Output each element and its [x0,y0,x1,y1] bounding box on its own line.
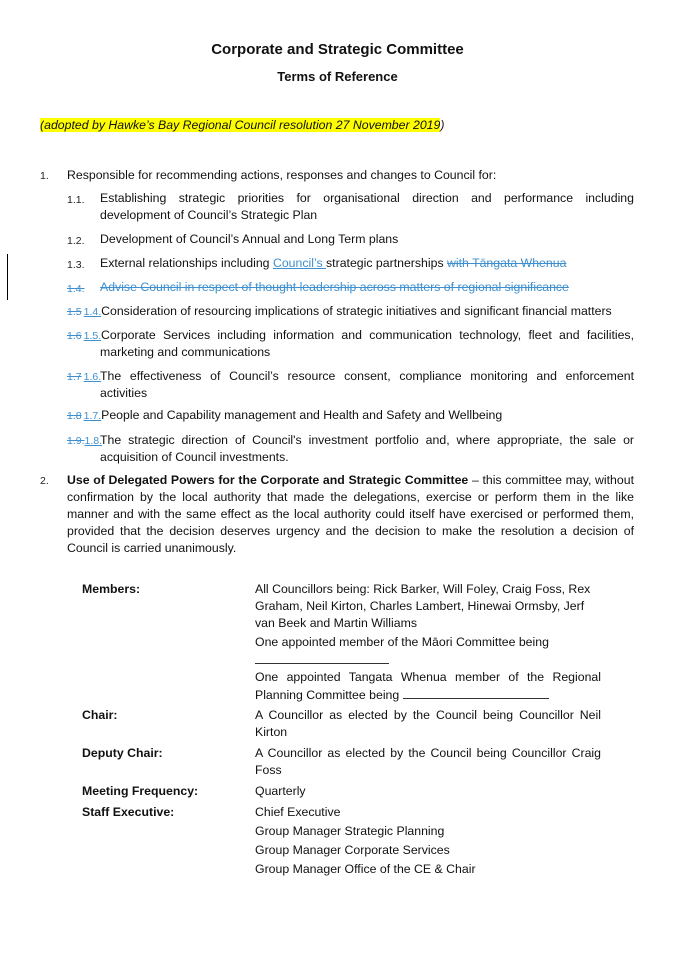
staff-executive-item: Group Manager Strategic Planning [255,824,445,838]
document-subtitle: Terms of Reference [277,69,398,84]
section-1-number: 1. [40,170,49,182]
item-1-4-deleted-number: 1.4. [67,283,85,295]
staff-executive-list [255,804,601,878]
item-1-7-row [67,407,635,425]
deputy-chair-text: A Councillor as elected by the Council being Councillor Craig Foss [255,746,601,777]
members-label: Members: [82,582,141,596]
item-1-7-new-number: 1.7. [83,410,102,422]
item-1-3-deleted-text: with Tāngata Whenua [447,256,567,270]
members-maori-blank-line [255,651,389,664]
item-1-4-old-number: 1.5 [67,306,82,318]
item-1-8-text: The strategic direction of Council's investment portfolio and, where appropriate, the sale or acquisition of Council investments. [100,433,634,464]
item-1-2-number: 1.2. [67,235,85,247]
item-1-3-text-a: External relationships including [100,256,273,270]
staff-executive-item: Chief Executive [255,805,341,819]
meeting-frequency-label: Meeting Frequency: [82,784,199,798]
section-2-text [67,472,634,557]
staff-executive-label: Staff Executive: [82,805,175,819]
section-2-number: 2. [40,475,49,487]
item-1-4-new-number: 1.4. [83,306,102,318]
item-1-4-text: Consideration of resourcing implications of strategic initiatives and significant financial matters [101,304,612,318]
item-1-1-number: 1.1. [67,194,85,206]
item-1-5-old-number: 1.6 [67,330,82,342]
item-1-5-new-number: 1.5. [83,330,102,342]
section-2-body: – this committee may, without confirmation by the local authority that made the delegations, exercise or perform them in the like manner and with the same effect as the local authority could itself have exercised or performed them, provided that the decision deserves urgency and the decision to make the resolution a decision of Council is carried unanimously. [67,473,634,555]
item-1-4-deleted-text: Advise Council in respect of thought leadership across matters of regional significance [100,280,569,294]
chair-label: Chair: [82,708,118,722]
members-maori-appointee [255,634,601,669]
section-2-bold-heading: Use of Delegated Powers for the Corporate and Strategic Committee [67,473,469,487]
adoption-text: adopted by Hawke’s Bay Regional Council resolution 27 November 2019 [44,118,441,132]
item-1-6-old-number: 1.7 [67,371,82,383]
item-1-5-text: Corporate Services including information and communication technology, fleet and facilities, marketing and communications [100,328,634,359]
members-tw-appointee [255,669,601,704]
members-tw-text: One appointed Tangata Whenua member of the Regional Planning Committee being [255,670,601,702]
item-1-7-text: People and Capability management and Health and Safety and Wellbeing [101,408,503,422]
members-tw-blank-line [403,686,549,699]
item-1-5-number [67,330,101,342]
members-maori-text: One appointed member of the Māori Committee being [255,635,549,649]
revision-change-bar [7,254,8,300]
item-1-2-text: Development of Council’s Annual and Long Term plans [100,232,399,246]
item-1-4-row [67,303,635,321]
item-1-3-text-b: strategic partnerships [326,256,448,270]
adoption-note [40,118,444,132]
item-1-3-text [100,255,634,272]
item-1-1-text: Establishing strategic priorities for organisational direction and performance including development of Council’s Strategic Plan [100,191,634,222]
chair-text: A Councillor as elected by the Council being Councillor Neil Kirton [255,708,601,739]
item-1-8-old-number: 1.9. [67,435,85,447]
item-1-3-number: 1.3. [67,259,85,271]
item-1-8-new-number: 1.8. [84,435,103,447]
item-1-6-number [67,371,101,383]
section-1-text: Responsible for recommending actions, responses and changes to Council for: [67,168,497,182]
item-1-8-number [67,435,102,447]
adoption-close-paren: ) [440,118,445,132]
item-1-7-old-number: 1.8 [67,410,82,422]
meeting-frequency-text: Quarterly [255,784,306,798]
item-1-6-new-number: 1.6. [83,371,102,383]
members-text: All Councillors being: Rick Barker, Will Foley, Craig Foss, Rex Graham, Neil Kirton, Charles Lambert, Hinewai Ormsby, Jerf van Beek and Martin Williams [255,582,591,630]
deputy-chair-label: Deputy Chair: [82,746,163,760]
item-1-3-inserted-text: Council’s [272,256,327,270]
staff-executive-item: Group Manager Corporate Services [255,843,450,857]
document-title: Corporate and Strategic Committee [211,41,464,58]
adoption-open-paren: ( [40,118,45,132]
item-1-6-text: The effectiveness of Council’s resource consent, compliance monitoring and enforcement activities [100,369,634,400]
staff-executive-item: Group Manager Office of the CE & Chair [255,862,476,876]
